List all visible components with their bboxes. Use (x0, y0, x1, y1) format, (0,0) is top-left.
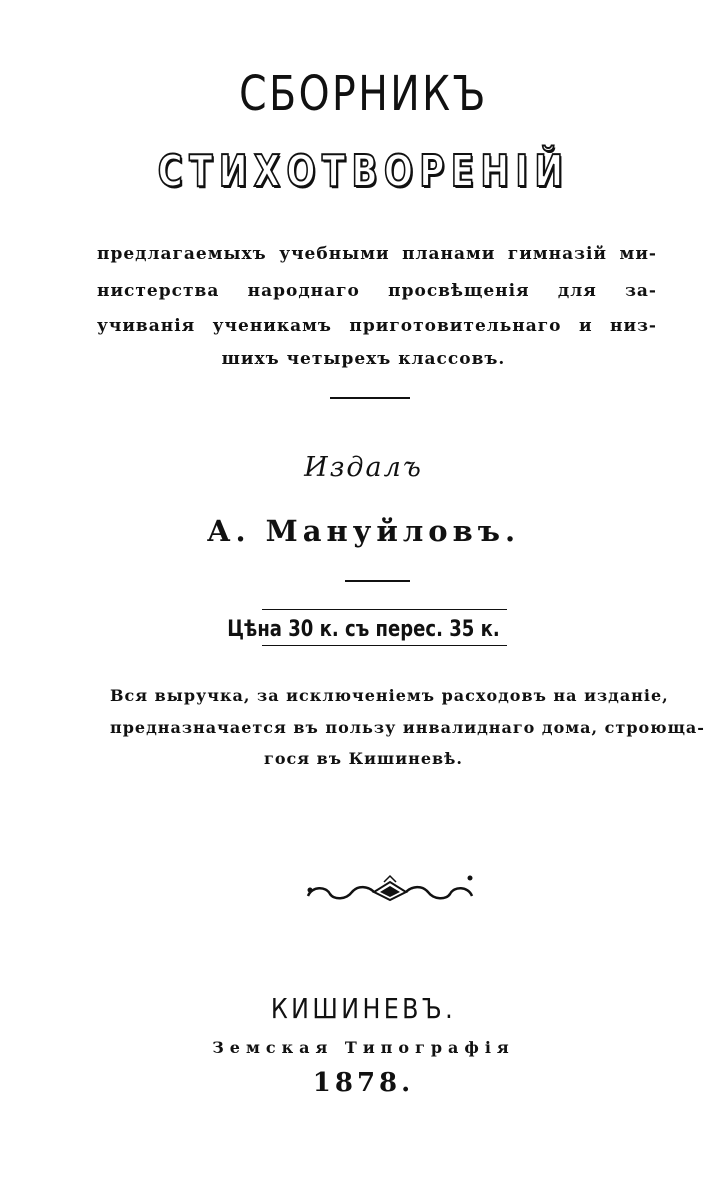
price-rule-top (262, 609, 507, 610)
note-line-2: предназначается въ пользу инвалиднаго дома, строюща- (110, 718, 705, 737)
price-text: Цѣна 30 к. съ перес. 35 к. (227, 617, 500, 642)
divider-rule-1 (330, 397, 410, 399)
subtitle-line-3: учиванія ученикамъ приготовительнаго и низ- (97, 316, 657, 336)
divider-rule-2 (345, 580, 410, 582)
subtitle-line-4: шихъ четырехъ классовъ. (221, 349, 506, 369)
imprint-press: Земская Типографія (212, 1038, 515, 1057)
imprint-city: КИШИНЕВЪ. (270, 992, 457, 1025)
publisher-name: А. Мануйловъ. (206, 514, 521, 548)
price-rule-bottom (262, 645, 507, 646)
title-line-1: СБОРНИКЪ (239, 66, 488, 122)
note-line-1: Вся выручка, за исключеніемъ расходовъ на изданіе, (110, 686, 669, 705)
fleuron-ornament-icon (300, 870, 480, 910)
publisher-label: Издалъ (304, 452, 423, 483)
imprint-year: 1878. (312, 1068, 415, 1098)
note-line-3: гося въ Кишиневѣ. (264, 749, 463, 768)
subtitle-line-2: нистерства народнаго просвѣщенія для за- (97, 281, 657, 301)
title-line-2: СТИХОТВОРЕНІЙ (157, 146, 570, 197)
subtitle-line-1: предлагаемыхъ учебными планами гимназій ми- (97, 244, 657, 264)
